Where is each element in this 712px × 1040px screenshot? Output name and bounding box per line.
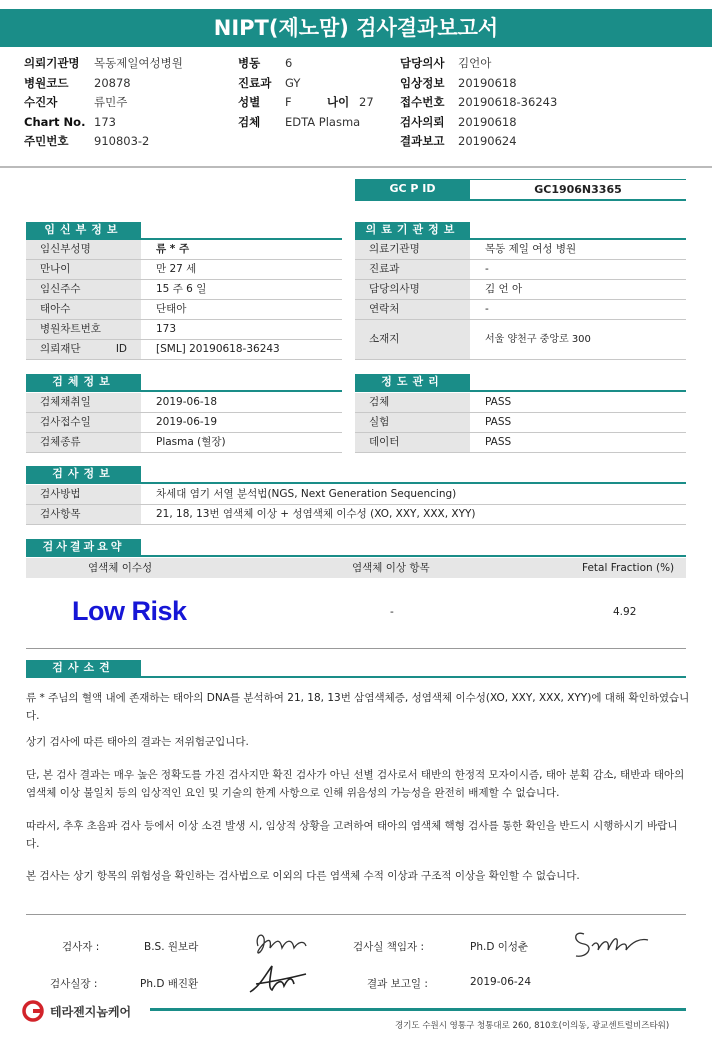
header-field: Chart No. 173 — [24, 114, 116, 129]
section-divider — [26, 390, 342, 392]
summary-col-aneuploidy: 염색체 이수성 — [88, 562, 153, 574]
section-summary-title: 검사결과요약 — [26, 539, 141, 555]
summary-col-fetal-fraction: Fetal Fraction (%) — [582, 562, 675, 574]
director-label: 검사실장 : — [50, 978, 98, 990]
footer-bar — [150, 1008, 686, 1011]
finding-paragraph: 단, 본 검사 결과는 매우 높은 정확도를 가진 검사지만 확진 검사가 아닌 선별 검사로서 태반의 한정적 모자이시즘, 태아 분획 감소, 태반과 태아의 염색체 이상 불일치 등의 임상적인 요인 및 기술의 한계 사항으로 인해 위음성의 가능성을 완전히 배제할 수 없습니다. — [26, 769, 685, 799]
header-field: 진료과 GY — [238, 75, 301, 90]
table-row: 의뢰재단 ID [SML] 20190618-36243 — [26, 340, 342, 360]
table-row: 연락처 - — [355, 300, 686, 320]
examiner-signature-icon — [250, 926, 310, 962]
header-divider — [0, 166, 712, 168]
fetal-fraction-value: 4.92 — [613, 606, 637, 618]
report-date-label: 결과 보고일 : — [367, 978, 428, 990]
header-col-2 — [238, 54, 388, 154]
header-field: 검사의뢰 20190618 — [400, 114, 517, 129]
company-name: 테라젠지놈케어 — [50, 1004, 132, 1019]
section-findings-title: 검사소견 — [26, 660, 141, 676]
company-logo — [22, 1000, 131, 1022]
manager-signature-icon — [570, 924, 654, 964]
header-field: 접수번호 20190618-36243 — [400, 95, 558, 110]
header-field: 임상정보 20190618 — [400, 75, 517, 90]
table-row: 진료과 - — [355, 260, 686, 280]
director-name: Ph.D 배진환 — [140, 978, 199, 990]
report-title: NIPT(제노맘) 검사결과보고서 — [0, 9, 712, 47]
header-field: 수진자 류민주 — [24, 95, 128, 110]
section-institution-title: 의료기관정보 — [355, 222, 470, 238]
section-divider — [355, 390, 686, 392]
section-divider — [26, 676, 686, 678]
gc-pid-box — [355, 179, 686, 201]
finding-paragraph: 류 * 주님의 혈액 내에 존재하는 태아의 DNA를 분석하여 21, 18, 13번 삼염색체증, 성염색체 이수성(XO, XXY, XXX, XYY)에 대해 확인하였습니다. — [26, 692, 690, 722]
section-test-title: 검사정보 — [26, 466, 141, 482]
header-field: 의뢰기관명 목동제일여성병원 — [24, 56, 183, 70]
header-field: 성별 F 나이 27 — [238, 95, 374, 110]
section-specimen-title: 검체정보 — [26, 374, 141, 390]
table-row: 임신주수 15 주 6 일 — [26, 280, 342, 300]
section-divider — [26, 482, 686, 484]
header-col-3 — [400, 54, 620, 154]
summary-col-abnormal: 염색체 이상 항목 — [352, 562, 430, 574]
manager-label: 검사실 책임자 : — [353, 941, 425, 953]
table-row: 검체채취일 2019-06-18 — [26, 393, 342, 413]
table-row: 의료기관명 목동 제일 여성 병원 — [355, 240, 686, 260]
examiner-label: 검사자 : — [62, 941, 100, 953]
abnormal-value: - — [390, 606, 394, 618]
finding-paragraph: 본 검사는 상기 항목의 위험성을 확인하는 검사법으로 이외의 다른 염색체 수적 이상과 구조적 이상을 확인할 수 없습니다. — [26, 870, 580, 882]
signature-divider — [26, 914, 686, 915]
gc-pid-value: GC1906N3365 — [470, 179, 686, 199]
table-row: 검사방법 차세대 염기 서열 분석법(NGS, Next Generation Sequencing) — [26, 485, 686, 505]
header-field: 결과보고 20190624 — [400, 134, 517, 149]
table-row: 병원차트번호 173 — [26, 320, 342, 340]
finding-paragraph: 따라서, 추후 초음파 검사 등에서 이상 소견 발생 시, 임상적 상황을 고려하여 태아의 염색체 핵형 검사를 통한 확인을 반드시 시행하시기 바랍니다. — [26, 820, 678, 850]
table-row: 검체 PASS — [355, 393, 686, 413]
table-row: 태아수 단태아 — [26, 300, 342, 320]
table-row: 검사항목 21, 18, 13번 염색체 이상 + 성염색체 이수성 (XO, XXY, XXX, XYY) — [26, 505, 686, 525]
header-field: 담당의사 김언아 — [400, 56, 492, 70]
header-col-1 — [24, 54, 224, 154]
risk-result: Low Risk — [72, 596, 187, 626]
table-row: 소재지 서울 양천구 중앙로 300 — [355, 320, 686, 360]
summary-header-row — [26, 558, 686, 578]
summary-divider — [26, 648, 686, 649]
table-row: 데이터 PASS — [355, 433, 686, 453]
table-row: 검체종류 Plasma (혈장) — [26, 433, 342, 453]
examiner-name: B.S. 원보라 — [144, 941, 199, 953]
header-field: 병원코드 20878 — [24, 75, 131, 90]
table-row: 임신부성명 류 * 주 — [26, 240, 342, 260]
finding-paragraph: 상기 검사에 따른 태아의 결과는 저위험군입니다. — [26, 736, 249, 748]
company-logo-icon — [22, 1000, 46, 1022]
header-field: 주민번호 910803-2 — [24, 134, 150, 149]
section-divider — [26, 555, 686, 557]
header-field: 병동 6 — [238, 56, 293, 70]
section-pregnancy-title: 임신부정보 — [26, 222, 141, 238]
manager-name: Ph.D 이성춘 — [470, 941, 529, 953]
section-qc-title: 정도관리 — [355, 374, 470, 390]
gc-pid-label: GC P ID — [355, 179, 470, 199]
table-row: 검사접수일 2019-06-19 — [26, 413, 342, 433]
table-row: 실험 PASS — [355, 413, 686, 433]
table-row: 만나이 만 27 세 — [26, 260, 342, 280]
report-date: 2019-06-24 — [470, 976, 532, 988]
director-signature-icon — [246, 962, 310, 998]
table-row: 담당의사명 김 언 아 — [355, 280, 686, 300]
company-address: 경기도 수원시 영통구 청통대로 260, 810호(이의동, 광교센트럴비즈타워) — [395, 1021, 670, 1031]
header-field: 검체 EDTA Plasma — [238, 114, 361, 129]
